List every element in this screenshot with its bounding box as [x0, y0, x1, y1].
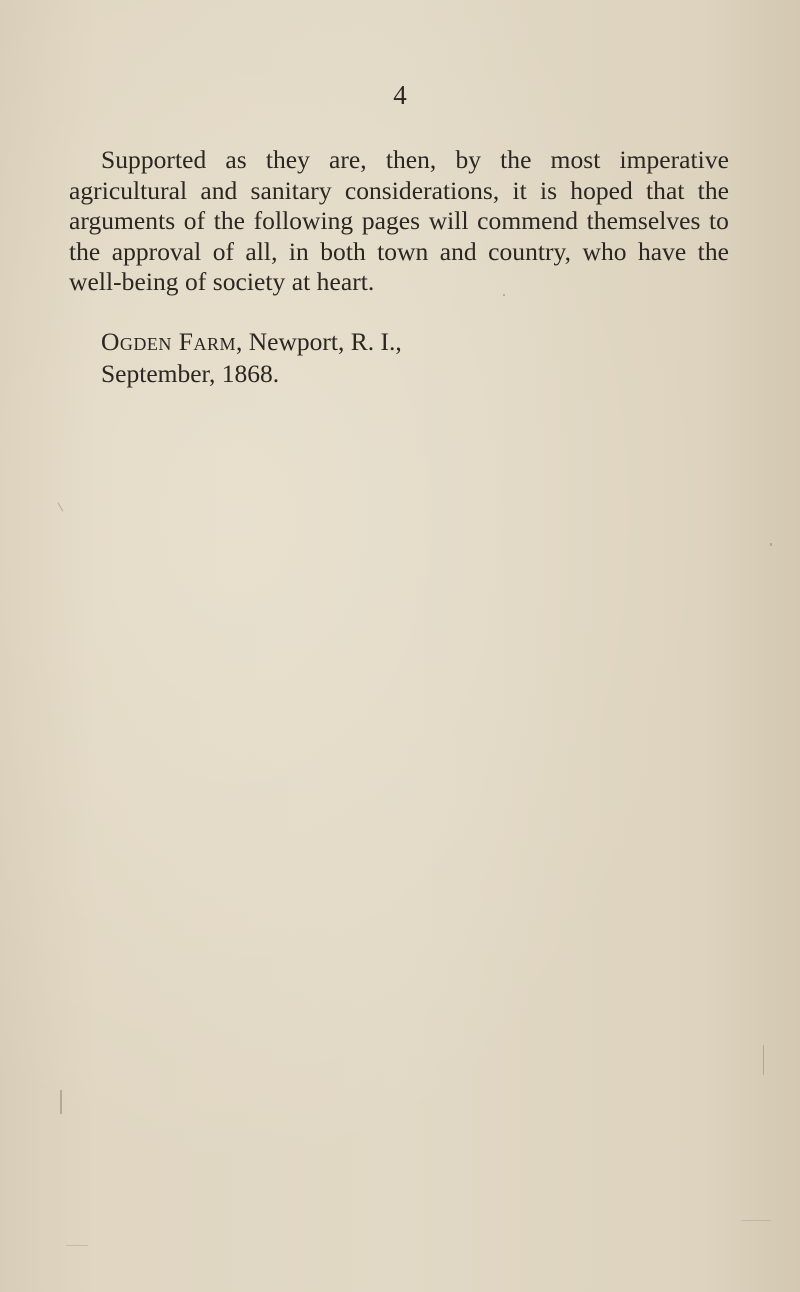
preface-paragraph: Supported as they are, then, by the most imperative agricultural and sanitary considerations, it is hoped that the arguments of the following pages will commend themselves to the approval of all, in both town and country, who have the well-being of society at heart.	[69, 145, 729, 296]
paper-speck	[770, 543, 772, 546]
paper-speck	[503, 294, 505, 296]
signature-block	[101, 326, 402, 390]
paper-speck	[66, 1245, 88, 1246]
paper-speck	[763, 1045, 764, 1075]
paper-speck	[741, 1220, 771, 1221]
paper-speck	[58, 502, 64, 511]
farm-name: Ogden Farm	[101, 327, 236, 356]
paper-speck	[60, 1090, 62, 1114]
signature-place-line	[101, 326, 402, 358]
page-number: 4	[393, 80, 407, 110]
signature-location: Newport, R. I.,	[248, 327, 402, 356]
signature-date: September, 1868.	[101, 359, 280, 388]
farm-separator: ,	[235, 327, 249, 356]
